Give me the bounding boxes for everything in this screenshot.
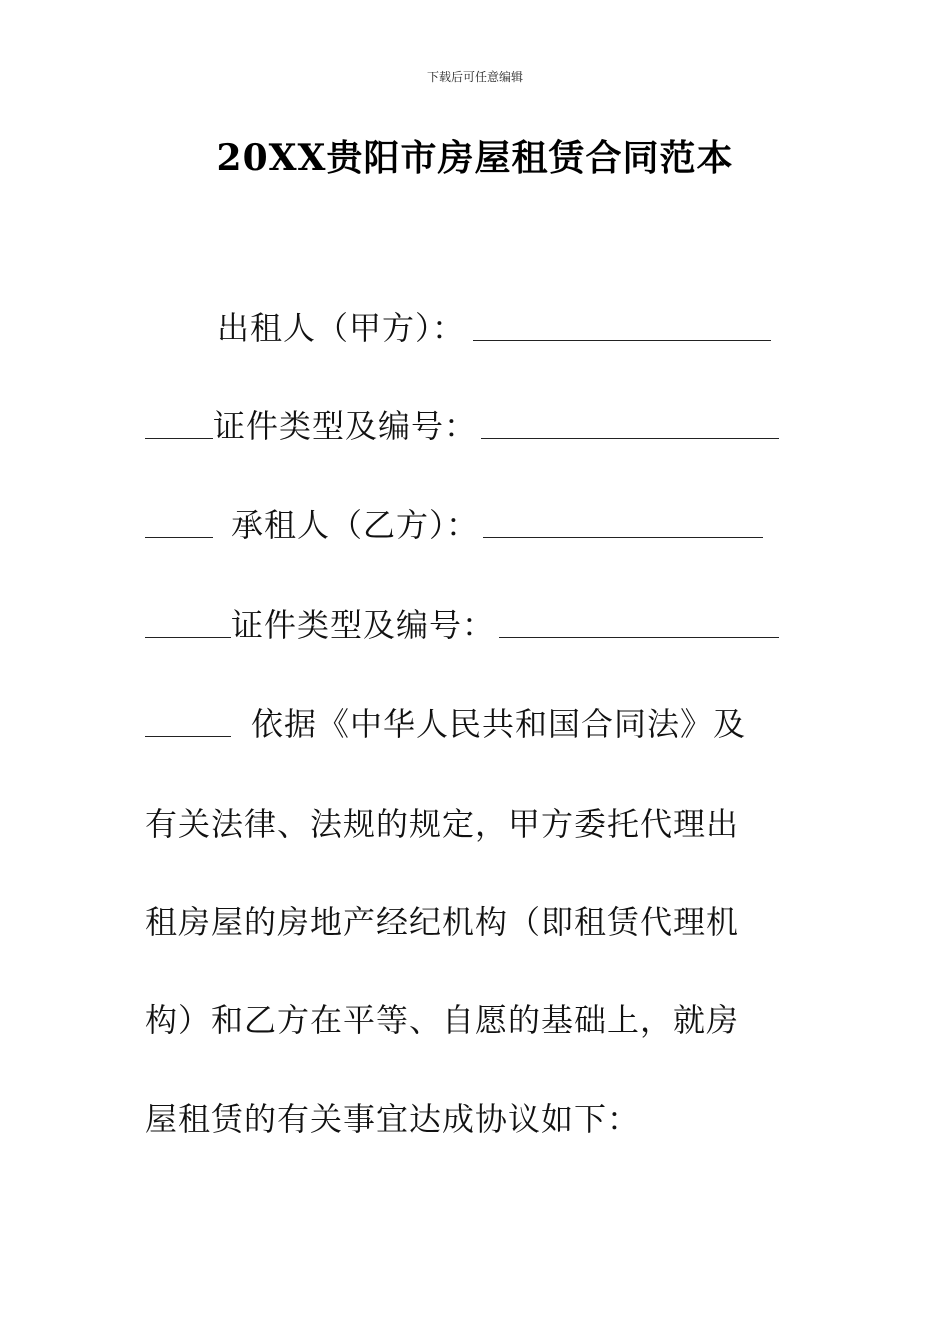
paragraph-text-5: 屋租赁的有关事宜达成协议如下： [145, 1100, 641, 1138]
lessor-id-label: 证件类型及编号： [213, 407, 478, 445]
paragraph-text-1: 依据《中华人民共和国合同法》及 [251, 705, 747, 743]
paragraph-line-1 [145, 702, 795, 746]
paragraph-line-4 [145, 998, 795, 1042]
paragraph-line-5 [145, 1097, 795, 1141]
header-note: 下载后可任意编辑 [426, 70, 523, 84]
lessor-id-blank-continued[interactable] [145, 503, 213, 538]
lessor-blank[interactable] [473, 306, 771, 341]
lessee-label: 承租人（乙方）： [231, 506, 480, 544]
lessor-id-blank[interactable] [481, 404, 779, 439]
lessor-id-line [145, 404, 795, 448]
paragraph-line-3 [145, 900, 795, 944]
lessor-label: 出租人（甲方）： [217, 309, 466, 347]
document-title: 20XX贵阳市房屋租赁合同范本 [216, 137, 734, 179]
lessor-blank-continued[interactable] [145, 404, 213, 439]
lessee-blank[interactable] [483, 503, 763, 538]
lessee-blank-continued[interactable] [145, 603, 231, 638]
lessee-id-line [145, 603, 795, 647]
paragraph-line-2 [145, 802, 795, 846]
lessee-id-blank[interactable] [499, 603, 779, 638]
lessee-id-blank-continued[interactable] [145, 702, 231, 737]
paragraph-text-2: 有关法律、法规的规定，甲方委托代理出 [145, 805, 740, 843]
lessor-line [145, 306, 795, 350]
lessee-line [145, 503, 795, 547]
lessee-id-label: 证件类型及编号： [231, 606, 496, 644]
paragraph-text-3: 租房屋的房地产经纪机构（即租赁代理机 [145, 903, 740, 941]
paragraph-text-4: 构）和乙方在平等、自愿的基础上，就房 [145, 1001, 740, 1039]
